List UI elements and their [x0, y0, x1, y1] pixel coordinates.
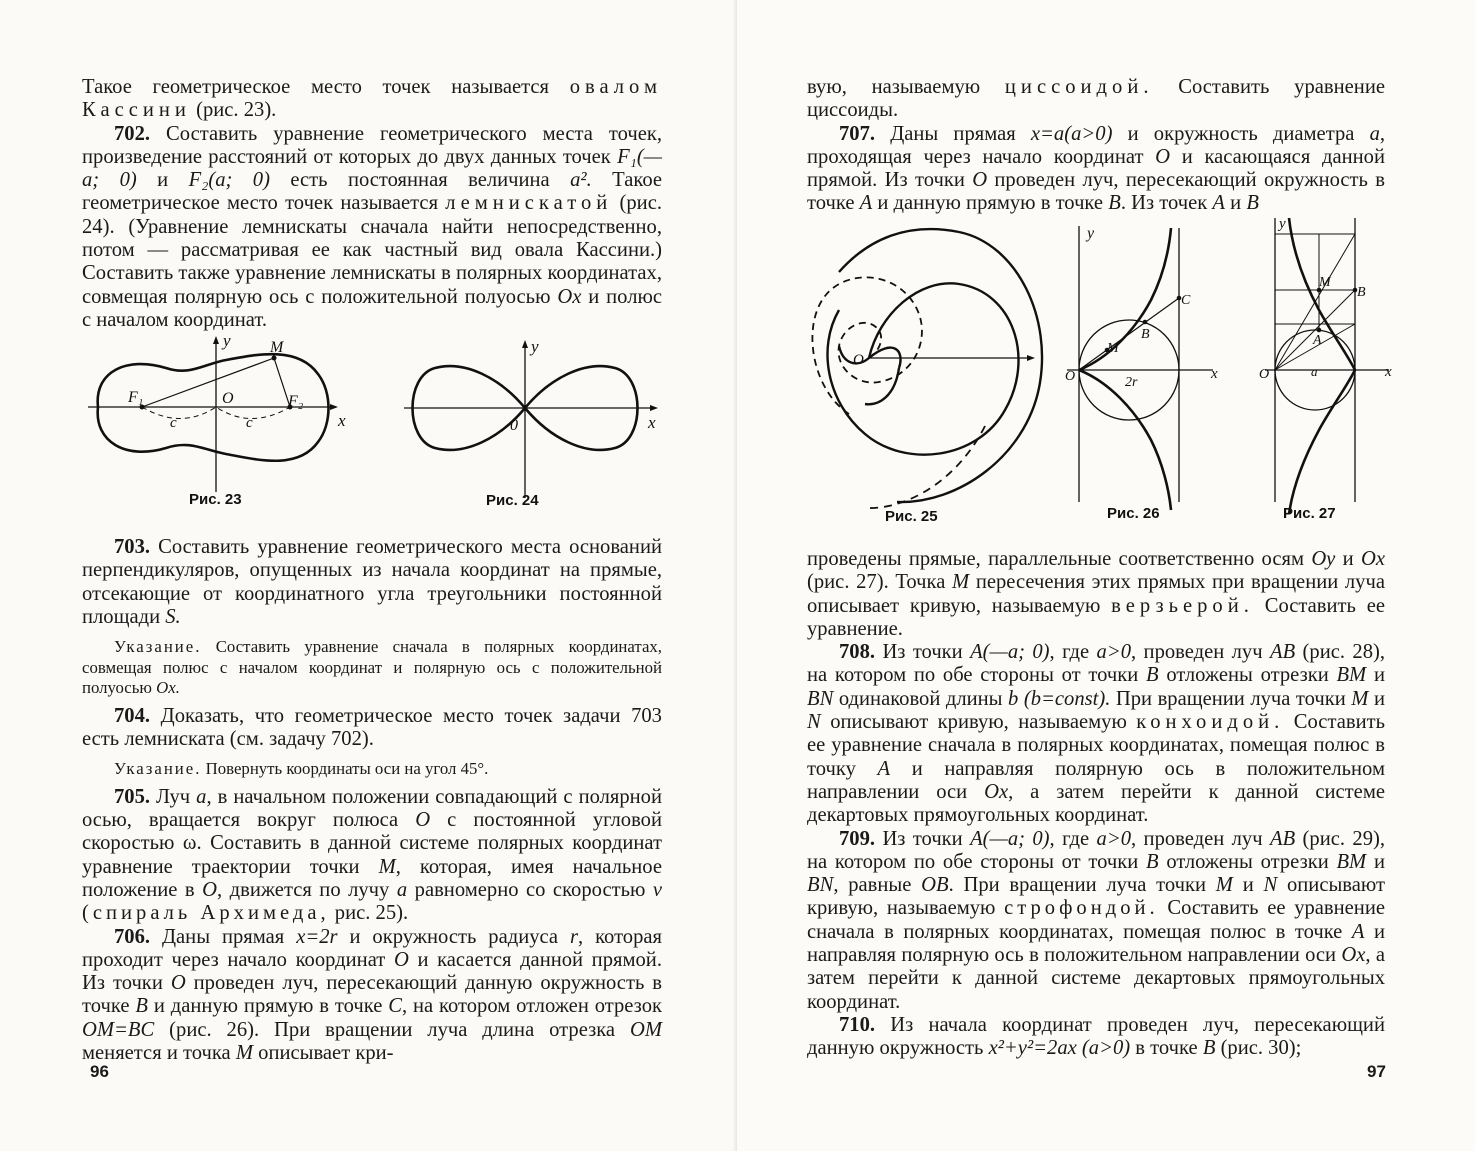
fig24-label-o: 0	[510, 417, 518, 434]
cissoid-line: вую, называемую циссоидой. Составить уравнение циссоиды.	[807, 76, 1385, 122]
fig26-label-m: M	[1107, 341, 1119, 356]
fig23-label-f1: F₁	[128, 389, 144, 406]
note-704: Указание. Повернуть координаты оси на угол 45°.	[114, 759, 489, 779]
problem-706: 706. Даны прямая x=2r и окружность радиуса r, которая проходит через начало координат O и касается данной прямой. Из точки O проведен луч, пересекающий данную окружность в точке B и данную прямую в точке C, на котором отложен отрезок OM=BC (рис. 26). При вращении луча длина отрезка OM меняется и точка M описывает кри-	[82, 925, 663, 1065]
right-text-top	[807, 76, 1385, 216]
fig24-caption: Рис. 24	[486, 492, 539, 509]
fig27-caption: Рис. 27	[1283, 505, 1336, 522]
problem-703: 703. Составить уравнение геометрического места оснований перпендикуляров, опущенных из начала координат на прямые, отсекающие от координатного угла треугольники постоянной площади S.	[82, 536, 662, 628]
fig27-label-b: B	[1357, 285, 1366, 300]
oval-line: Такое геометрическое место точек называется овалом Кассини (рис. 23).	[82, 76, 662, 122]
fig26-label-o: O	[1065, 369, 1076, 384]
problem-702: 702. Составить уравнение геометрического места точек, произведение расстояний от которых до двух данных точек F₁(—a; 0) и F₂(a; 0) есть постоянная величина a². Такое геометрическое место точек называется лемнискатой (рис. 24). (Уравнение лемнискаты сначала найти непосредственно, потом — рассматривая ее как частный вид овала Кассини.) Составить также уравнение лемнискаты в полярных координатах, совмещая полярную ось с положительной полуосью Ox и полюс с началом координат.	[82, 122, 663, 331]
fig27-label-o: O	[1259, 367, 1270, 382]
fig26-label-y: y	[1087, 225, 1095, 242]
page-number-right: 97	[1367, 1062, 1386, 1081]
fig23-label-y: y	[223, 331, 231, 350]
fig27-label-aa: a	[1311, 364, 1318, 379]
figure-25	[809, 218, 1049, 528]
right-page	[737, 0, 1475, 1151]
left-text-bottom	[82, 536, 662, 1065]
fig23-label-c1: c	[170, 415, 177, 431]
fig26-label-b: B	[1141, 327, 1150, 342]
problem-708: 708. Из точки A(—a; 0), где a>0, проведен луч AB (рис. 28), на котором по обе стороны от точки B отложены отрезки BM и BN одинаковой длины b (b=const). При вращении луча точки M и N описывают кривую, называемую конхоидой. Составить ее уравнение сначала в полярных координатах, помещая полюс в точку A и направляя полярную ось в положительном направлении оси Ox, а затем перейти к данной системе декартовых прямоугольных координат.	[807, 641, 1385, 827]
problem-704: 704. Доказать, что геометрическое место точек задачи 703 есть лемниската (см. задачу 702).	[82, 704, 662, 750]
note-703: Указание. Составить уравнение сначала в полярных координатах, совмещая полюс с началом координат и полярную ось с положительной полуосью Ox.	[82, 637, 662, 698]
fig23-label-f2: F₂	[288, 393, 304, 410]
fig26-label-c: C	[1181, 293, 1191, 308]
fig27-label-y: y	[1279, 216, 1286, 232]
figure-24	[400, 338, 670, 513]
continuation-707: проведены прямые, параллельные соответственно осям Oy и Ox (рис. 27). Точка M пересечения этих прямых при вращении луча описывает кривую, называемую верзьерой. Составить ее уравнение.	[807, 548, 1385, 640]
fig23-label-c2: c	[246, 415, 253, 431]
figure-27	[1259, 214, 1399, 528]
fig24-label-y: y	[531, 337, 539, 356]
fig25-caption: Рис. 25	[885, 508, 938, 525]
fig23-label-o: O	[222, 390, 234, 407]
fig23-label-m: M	[270, 339, 284, 356]
left-page	[0, 0, 737, 1151]
fig27-label-x: x	[1385, 364, 1392, 380]
problem-705: 705. Луч a, в начальном положении совпадающий с полярной осью, вращается вокруг полюса O с постоянной угловой скоростью ω. Составить в данной системе полярных координат уравнение траектории точки M, которая, имея начальное положение в O, движется по лучу a равномерно со скоростью v (спираль Архимеда, рис. 25).	[82, 785, 662, 925]
page-number-left: 96	[90, 1062, 109, 1081]
fig27-label-m: M	[1319, 275, 1331, 290]
problem-710: 710. Из начала координат проведен луч, пересекающий данную окружность x²+y²=2ax (a>0) в точке B (рис. 30);	[807, 1013, 1385, 1060]
fig23-label-x: x	[338, 411, 346, 430]
fig23-caption: Рис. 23	[189, 491, 242, 508]
problem-709: 709. Из точки A(—a; 0), где a>0, проведен луч AB (рис. 29), на котором по обе стороны от точки B отложены отрезки BM и BN, равные OB. При вращении луча точки M и N описывают кривую, называемую строфондой. Составить ее уравнение сначала в полярных координатах, помещая полюс в точке A и направляя полярную ось в положительном направлении оси Ox, а затем перейти к данной системе декартовых прямоугольных координат.	[807, 827, 1386, 1013]
problem-707: 707. Даны прямая x=a(a>0) и окружность диаметра a, проходящая через начало координат O и касающаяся данной прямой. Из точки O проведен луч, пересекающий окружность в точке A и данную прямую в точке B. Из точек A и B	[807, 122, 1386, 215]
fig26-label-2r: 2r	[1125, 375, 1138, 390]
fig27-label-a: A	[1313, 333, 1322, 348]
figure-23	[86, 330, 346, 515]
right-text-bottom	[807, 548, 1385, 1061]
fig25-label-o: O	[853, 352, 864, 368]
fig26-caption: Рис. 26	[1107, 505, 1160, 522]
figure-26	[1065, 220, 1230, 528]
left-text-top	[82, 76, 662, 332]
fig24-label-x: x	[648, 413, 656, 432]
fig26-label-x: x	[1211, 366, 1218, 382]
